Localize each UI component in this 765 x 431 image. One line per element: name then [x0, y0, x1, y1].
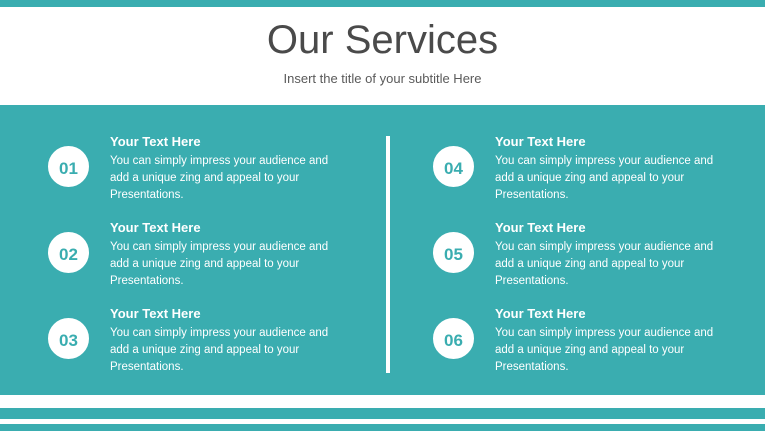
service-number-badge: 02 — [48, 232, 89, 273]
service-number-badge: 01 — [48, 146, 89, 187]
service-item[interactable] — [40, 297, 380, 381]
services-columns — [0, 105, 765, 395]
service-text-block — [110, 134, 340, 204]
bottom-accent-bar-2 — [0, 424, 765, 431]
service-text-block — [495, 220, 725, 290]
service-description: You can simply impress your audience and add a unique zing and appeal to your Presentations. — [495, 155, 714, 201]
service-title: Your Text Here — [495, 220, 586, 235]
service-number-badge: 03 — [48, 318, 89, 359]
service-title: Your Text Here — [495, 134, 586, 149]
page-subtitle: Insert the title of your subtitle Here — [283, 71, 482, 86]
service-title: Your Text Here — [110, 220, 201, 235]
service-description: You can simply impress your audience and add a unique zing and appeal to your Presentations. — [110, 241, 329, 287]
service-item[interactable] — [40, 125, 380, 209]
bottom-accent-bar — [0, 408, 765, 419]
service-number-badge: 06 — [433, 318, 474, 359]
top-accent-bar — [0, 0, 765, 7]
services-column-right — [425, 125, 765, 383]
bottom-white-gap — [0, 395, 765, 408]
service-title: Your Text Here — [110, 134, 201, 149]
service-number-badge: 05 — [433, 232, 474, 273]
service-description: You can simply impress your audience and add a unique zing and appeal to your Presentations. — [495, 241, 714, 287]
page-title: Our Services — [266, 18, 499, 62]
service-description: You can simply impress your audience and add a unique zing and appeal to your Presentations. — [110, 155, 329, 201]
column-divider — [386, 136, 390, 373]
service-item[interactable] — [425, 125, 765, 209]
service-text-block — [110, 306, 340, 376]
service-title: Your Text Here — [495, 306, 586, 321]
service-item[interactable] — [425, 211, 765, 295]
service-text-block — [110, 220, 340, 290]
service-item[interactable] — [425, 297, 765, 381]
services-column-left — [40, 125, 380, 383]
service-number-badge: 04 — [433, 146, 474, 187]
service-item[interactable] — [40, 211, 380, 295]
service-title: Your Text Here — [110, 306, 201, 321]
slide-header — [0, 7, 765, 105]
service-description: You can simply impress your audience and add a unique zing and appeal to your Presentations. — [110, 327, 329, 373]
service-text-block — [495, 134, 725, 204]
service-text-block — [495, 306, 725, 376]
service-description: You can simply impress your audience and add a unique zing and appeal to your Presentations. — [495, 327, 714, 373]
services-panel — [0, 105, 765, 395]
